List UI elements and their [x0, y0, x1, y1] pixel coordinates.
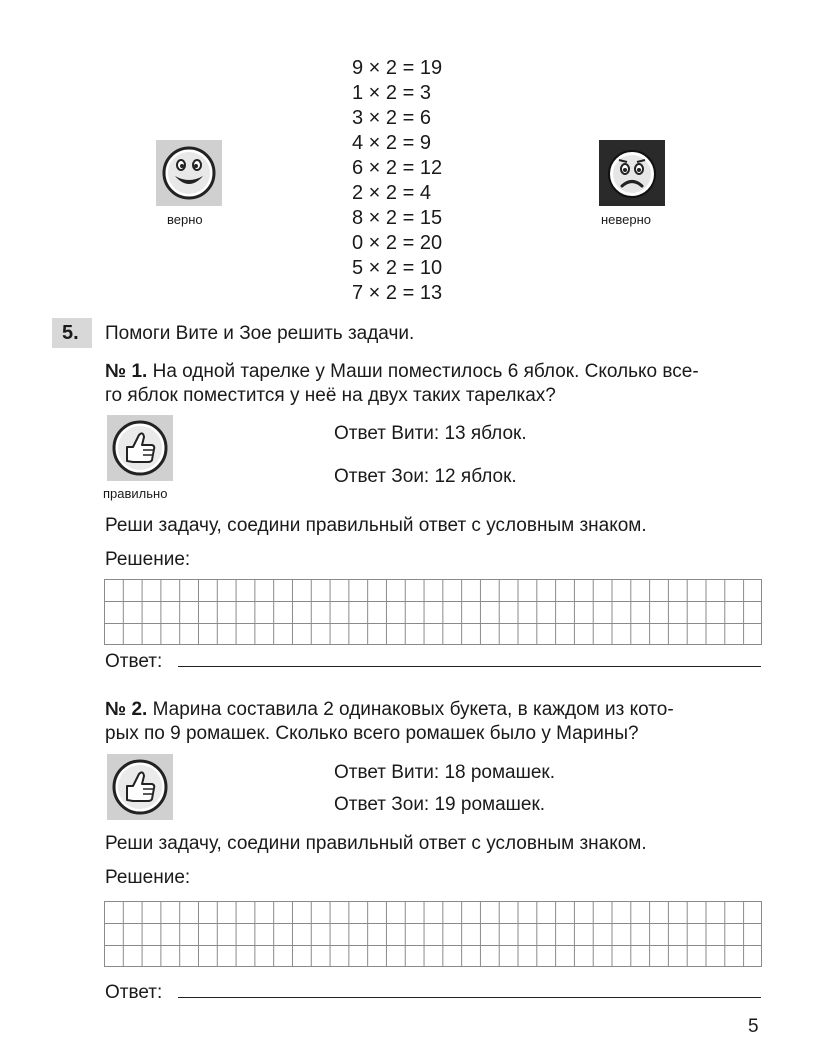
answer-line-1[interactable] [178, 666, 761, 667]
problem-1-text-line1 [105, 360, 699, 384]
equation: 9 × 2 = 19 [352, 57, 443, 79]
answer-label-2: Ответ: [105, 982, 163, 1003]
equation: 7 × 2 = 13 [352, 282, 443, 304]
solution-grid-2[interactable] [104, 901, 762, 967]
task-number: 5. [52, 318, 92, 348]
solution-label-1: Решение: [105, 549, 191, 570]
equation: 4 × 2 = 9 [352, 132, 431, 154]
equation: 3 × 2 = 6 [352, 107, 431, 129]
sad-face-icon [599, 140, 665, 206]
answer-vitya-2: Ответ Вити: 18 ромашек. [334, 762, 556, 783]
equation: 0 × 2 = 20 [352, 232, 443, 254]
problem-1-number: № 1. [105, 361, 148, 382]
thumbs-up-icon [107, 415, 173, 481]
problem-2-text-line1 [105, 698, 674, 722]
equation: 6 × 2 = 12 [352, 157, 443, 179]
equation: 5 × 2 = 10 [352, 257, 443, 279]
answer-zoya-2: Ответ Зои: 19 ромашек. [334, 794, 546, 815]
correct-label: верно [167, 212, 203, 227]
answer-vitya-1: Ответ Вити: 13 яблок. [334, 423, 527, 444]
equation: 1 × 2 = 3 [352, 82, 431, 104]
instruction-1: Реши задачу, соедини правильный ответ с условным знаком. [105, 515, 647, 536]
solution-grid-1[interactable] [104, 579, 762, 645]
answer-zoya-1: Ответ Зои: 12 яблок. [334, 466, 517, 487]
answer-line-2[interactable] [178, 997, 761, 998]
problem-2-number: № 2. [105, 699, 148, 720]
equation: 2 × 2 = 4 [352, 182, 431, 204]
instruction-2: Реши задачу, соедини правильный ответ с условным знаком. [105, 833, 647, 854]
solution-label-2: Решение: [105, 867, 191, 888]
task-heading: Помоги Вите и Зое решить задачи. [105, 323, 415, 344]
thumbs-up-icon [107, 754, 173, 820]
problem-2-text-line2: рых по 9 ромашек. Сколько всего ромашек было у Марины? [105, 723, 639, 744]
right-label: правильно [103, 486, 168, 501]
equation-list [352, 56, 462, 306]
incorrect-label: неверно [601, 212, 652, 227]
page-number: 5 [748, 1016, 759, 1037]
happy-face-icon [156, 140, 222, 206]
equation: 8 × 2 = 15 [352, 207, 443, 229]
problem-1-text: На одной тарелке у Маши поместилось 6 яблок. Сколько все- [147, 361, 699, 382]
answer-label-1: Ответ: [105, 651, 163, 672]
problem-2-text: Марина составила 2 одинаковых букета, в каждом из кото- [147, 699, 674, 720]
problem-1-text-line2: го яблок поместится у неё на двух таких тарелках? [105, 385, 556, 406]
